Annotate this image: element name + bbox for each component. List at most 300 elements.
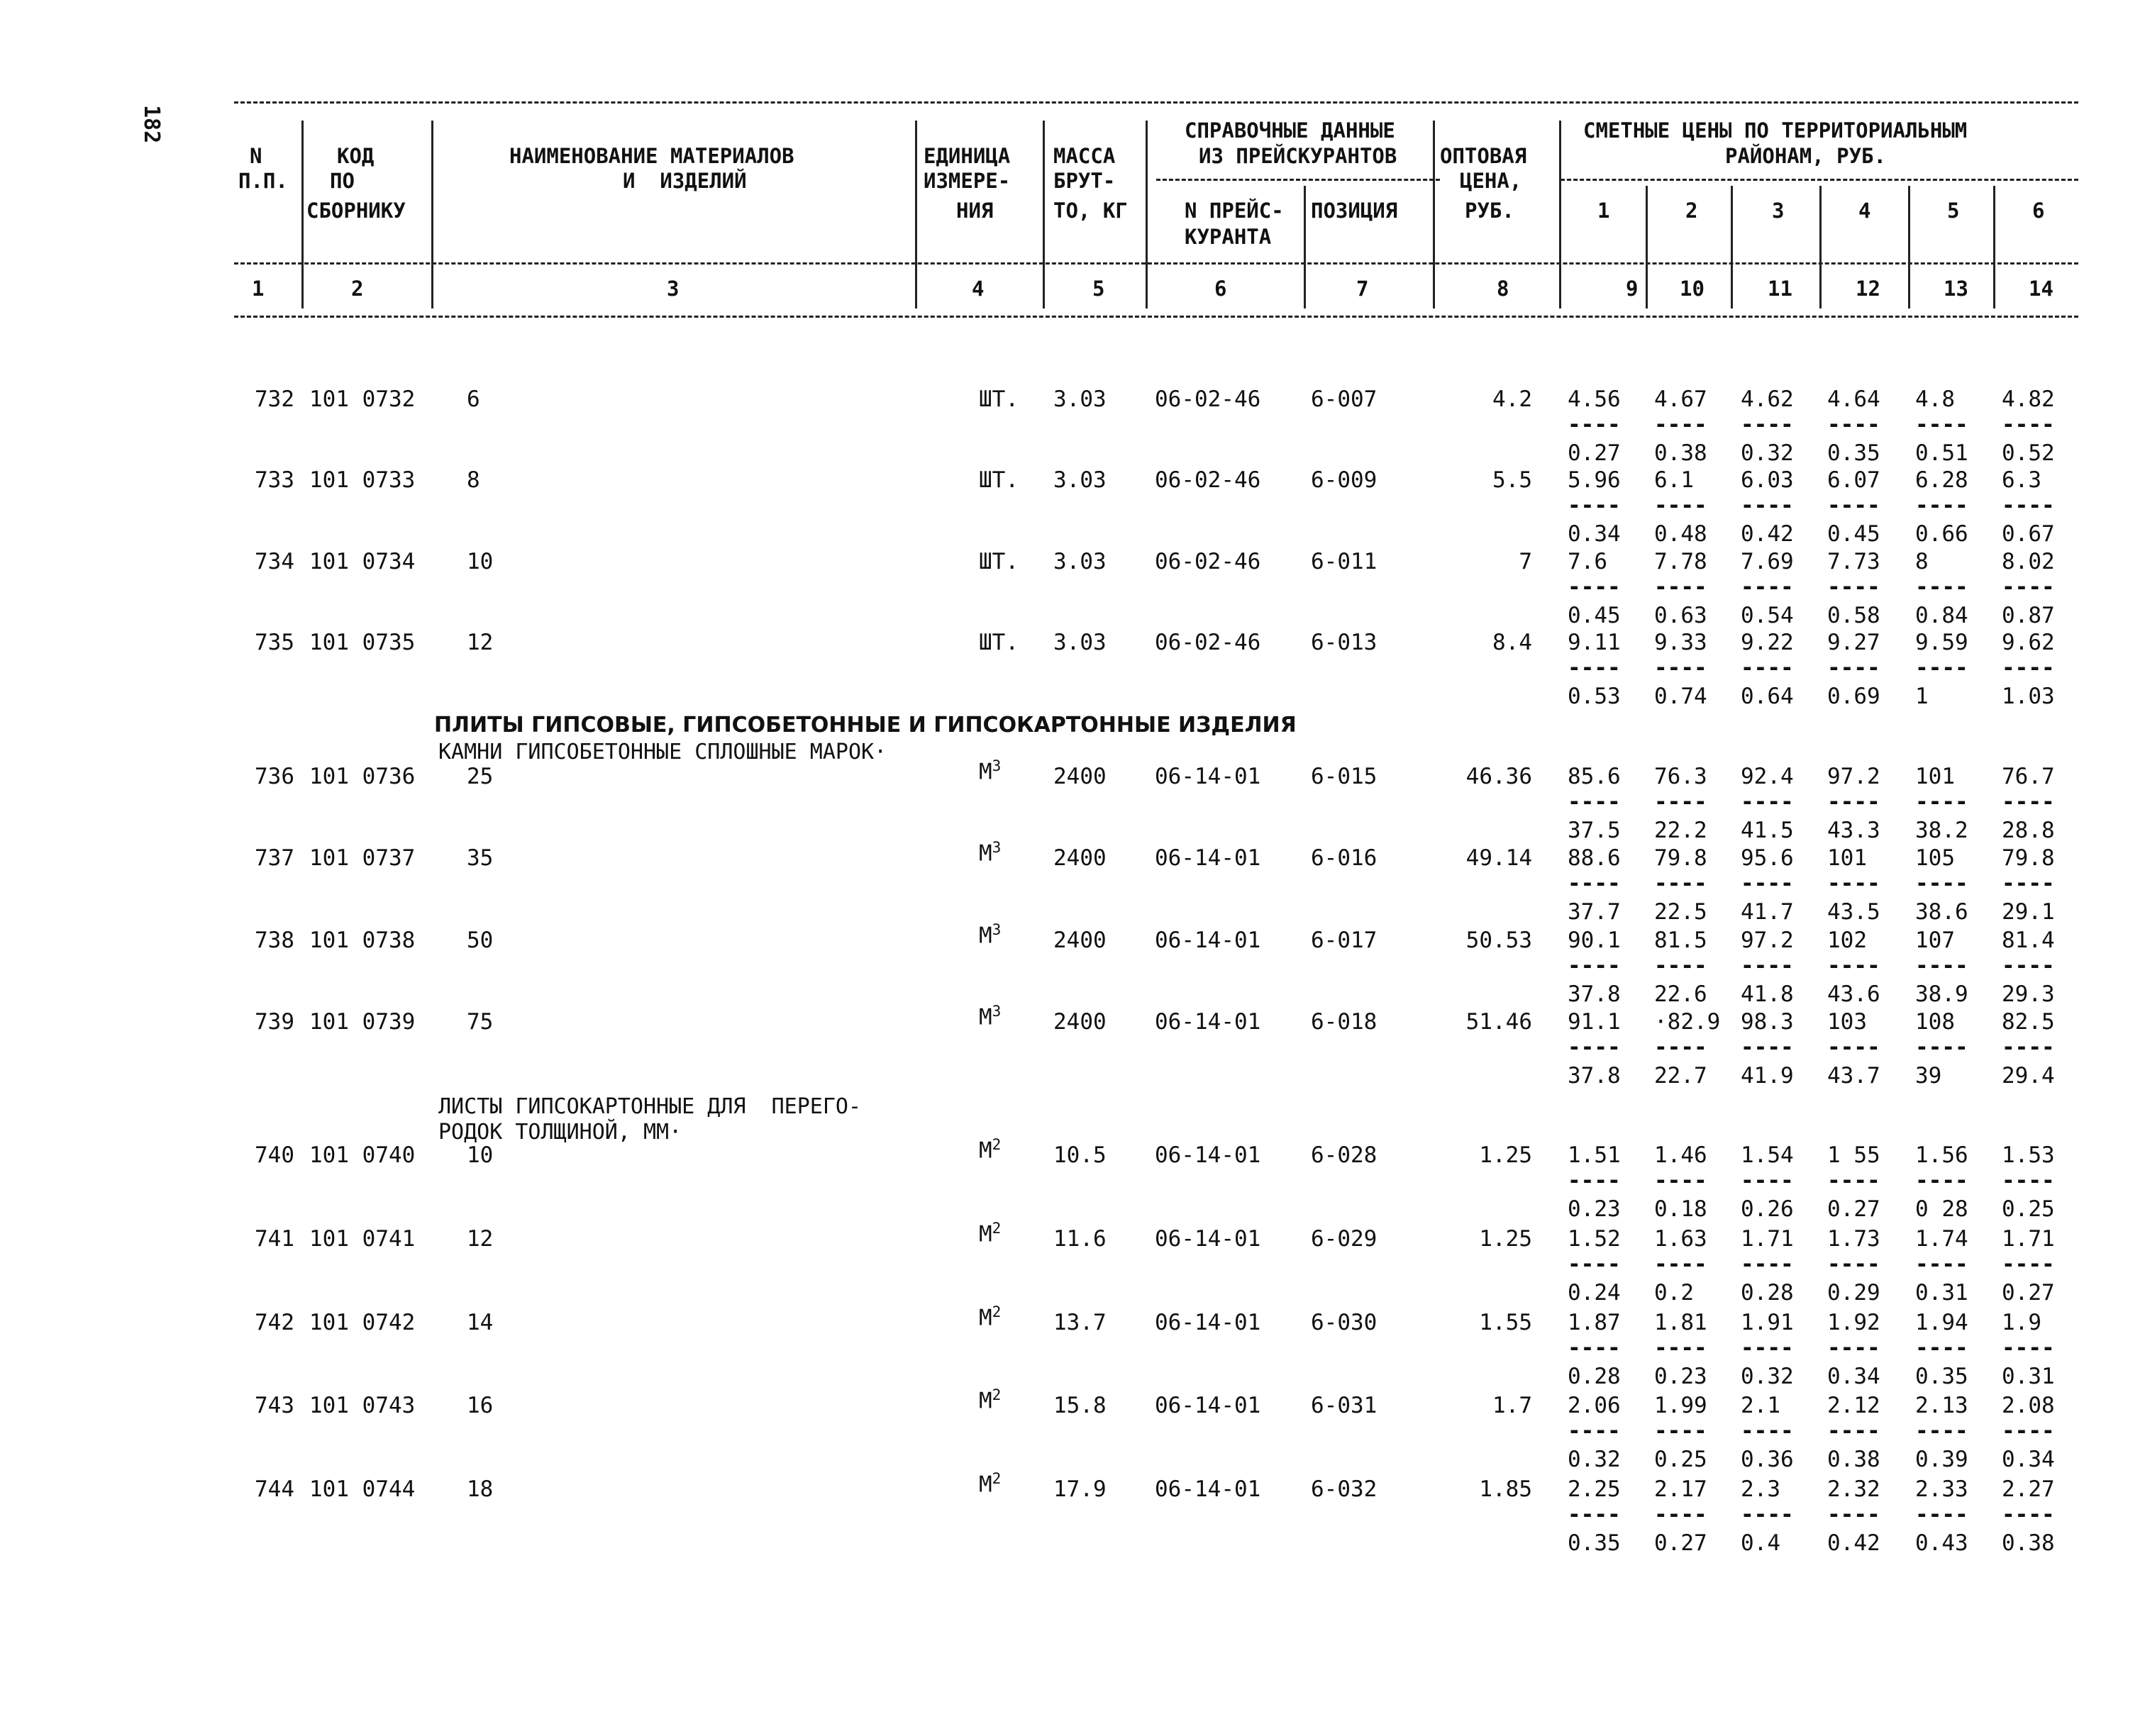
region-price-bottom: 0.38 xyxy=(1827,1447,1880,1472)
header-sep-rule xyxy=(234,262,2078,265)
fraction-bar: ---- xyxy=(1568,953,1621,979)
hdr-name-2: И ИЗДЕЛИЙ xyxy=(623,169,747,193)
unit-exponent: 3 xyxy=(992,1003,1002,1020)
region-price-bottom: 0.38 xyxy=(1654,440,1707,466)
hdr-region-6: 6 xyxy=(2032,199,2045,223)
fraction-bar: ---- xyxy=(2002,1418,2055,1444)
region-price-top: 1.56 xyxy=(1915,1142,1968,1168)
region-price-top: 82.5 xyxy=(2002,1009,2055,1035)
region-price-bottom: 0.34 xyxy=(1568,521,1621,547)
region-price-bottom: 0.34 xyxy=(1827,1364,1880,1389)
row-wholesale-price: 51.46 xyxy=(1465,1009,1532,1035)
region-price-bottom: 1 xyxy=(1915,684,1929,709)
row-wholesale-price: 4.2 xyxy=(1492,386,1532,412)
fraction-bar: ---- xyxy=(1741,1335,1794,1361)
region-price-top: 105 xyxy=(1915,845,1955,871)
row-number: 741 xyxy=(255,1226,294,1252)
region-price-bottom: 43.6 xyxy=(1827,981,1880,1007)
region-price-bottom: 0.27 xyxy=(1654,1530,1707,1556)
fraction-bar: ---- xyxy=(1654,1252,1707,1277)
hdr-pricelist-1: N ПРЕЙС- xyxy=(1185,199,1284,223)
region-price-bottom: 0.52 xyxy=(2002,440,2055,466)
colnum-10: 10 xyxy=(1680,277,1705,301)
region-price-top: 1.91 xyxy=(1741,1310,1794,1335)
region-price-top: 92.4 xyxy=(1741,764,1794,789)
row-number: 736 xyxy=(255,764,294,789)
region-price-top: 8 xyxy=(1915,549,1929,574)
row-number: 740 xyxy=(255,1142,294,1168)
fraction-bar: ---- xyxy=(1654,574,1707,600)
region-price-top: 1.94 xyxy=(1915,1310,1968,1335)
region-price-top: 4.82 xyxy=(2002,386,2055,412)
row-name: 12 xyxy=(467,630,494,655)
fraction-bar: ---- xyxy=(1915,574,1968,600)
region-price-top: 2.3 xyxy=(1741,1476,1780,1502)
fraction-bar: ---- xyxy=(1915,871,1968,896)
row-wholesale-price: 1.7 xyxy=(1492,1393,1532,1418)
row-pricelist: 06-14-01 xyxy=(1155,1226,1261,1252)
row-code: 101 0735 xyxy=(309,630,416,655)
fraction-bar: ---- xyxy=(1915,1335,1968,1361)
hdr-pricelist-2: КУРАНТА xyxy=(1185,225,1272,249)
region-price-bottom: 38.6 xyxy=(1915,899,1968,925)
row-unit: $М^3$ xyxy=(979,1003,1002,1030)
region-price-bottom: 43.7 xyxy=(1827,1063,1880,1089)
fraction-bar: ---- xyxy=(1568,871,1621,896)
row-unit: $М^3$ xyxy=(979,757,1002,785)
region-price-bottom: 43.5 xyxy=(1827,899,1880,925)
row-name: 10 xyxy=(467,1142,494,1168)
region-price-top: 79.8 xyxy=(2002,845,2055,871)
hdr-code-2: ПО xyxy=(330,169,355,193)
hdr-position: ПОЗИЦИЯ xyxy=(1311,199,1398,223)
fraction-bar: ---- xyxy=(1741,871,1794,896)
row-number: 735 xyxy=(255,630,294,655)
hdr-refs-1: СПРАВОЧНЫЕ ДАННЫЕ xyxy=(1185,118,1395,143)
fraction-bar: ---- xyxy=(1741,1035,1794,1060)
hdr-price-2: ЦЕНА, xyxy=(1460,169,1522,193)
fraction-bar: ---- xyxy=(1827,574,1880,600)
fraction-bar: ---- xyxy=(1915,1252,1968,1277)
region-price-top: 7.69 xyxy=(1741,549,1794,574)
region-price-top: 107 xyxy=(1915,928,1955,953)
fraction-bar: ---- xyxy=(1915,1168,1968,1194)
fraction-bar: ---- xyxy=(1915,953,1968,979)
region-price-bottom: 0.38 xyxy=(2002,1530,2055,1556)
fraction-bar: ---- xyxy=(1654,1502,1707,1528)
section-title: ПЛИТЫ ГИПСОВЫЕ, ГИПСОБЕТОННЫЕ И ГИПСОКАРТОННЫЕ ИЗДЕЛИЯ xyxy=(434,713,1297,738)
row-wholesale-price: 5.5 xyxy=(1492,467,1532,493)
sub-rule-regions xyxy=(1561,179,2078,181)
row-mass: 17.9 xyxy=(1053,1476,1107,1502)
region-price-top: 9.27 xyxy=(1827,630,1880,655)
region-price-top: 1.71 xyxy=(1741,1226,1794,1252)
region-price-bottom: 0.67 xyxy=(2002,521,2055,547)
region-price-top: 102 xyxy=(1827,928,1867,953)
fraction-bar: ---- xyxy=(1915,412,1968,438)
fraction-bar: ---- xyxy=(1827,655,1880,681)
region-price-bottom: 0.32 xyxy=(1741,1364,1794,1389)
region-price-bottom: 0.48 xyxy=(1654,521,1707,547)
region-price-bottom: 22.6 xyxy=(1654,981,1707,1007)
unit-exponent: 3 xyxy=(992,757,1002,774)
fraction-bar: ---- xyxy=(1568,412,1621,438)
region-price-bottom: 0.35 xyxy=(1568,1530,1621,1556)
fraction-bar: ---- xyxy=(1568,1502,1621,1528)
row-wholesale-price: 49.14 xyxy=(1465,845,1532,871)
hdr-refs-2: ИЗ ПРЕЙСКУРАНТОВ xyxy=(1199,144,1397,168)
fraction-bar: ---- xyxy=(1568,574,1621,600)
fraction-bar: ---- xyxy=(1827,412,1880,438)
unit-exponent: 2 xyxy=(992,1470,1002,1487)
region-price-top: 1.99 xyxy=(1654,1393,1707,1418)
region-price-top: 98.3 xyxy=(1741,1009,1794,1035)
region-price-bottom: 0.23 xyxy=(1654,1364,1707,1389)
row-unit: $М^3$ xyxy=(979,921,1002,949)
region-price-bottom: 22.7 xyxy=(1654,1063,1707,1089)
hdr-unit-1: ЕДИНИЦА xyxy=(924,144,1011,168)
row-unit: ШТ. xyxy=(979,467,1019,493)
region-price-bottom: 0.63 xyxy=(1654,603,1707,628)
fraction-bar: ---- xyxy=(1654,412,1707,438)
fraction-bar: ---- xyxy=(2002,1252,2055,1277)
hdr-num-1: N xyxy=(250,144,262,168)
unit-exponent: 2 xyxy=(992,1386,1002,1403)
fraction-bar: ---- xyxy=(1827,1335,1880,1361)
row-code: 101 0734 xyxy=(309,549,416,574)
row-position: 6-028 xyxy=(1311,1142,1378,1168)
row-position: 6-011 xyxy=(1311,549,1378,574)
region-price-bottom: 41.9 xyxy=(1741,1063,1794,1089)
fraction-bar: ---- xyxy=(1654,1418,1707,1444)
fraction-bar: ---- xyxy=(2002,1502,2055,1528)
region-price-top: 76.7 xyxy=(2002,764,2055,789)
hdr-regions-1: СМЕТНЫЕ ЦЕНЫ ПО ТЕРРИТОРИАЛЬНЫМ xyxy=(1583,118,1968,143)
region-price-bottom: 0.51 xyxy=(1915,440,1968,466)
fraction-bar: ---- xyxy=(1654,953,1707,979)
row-number: 737 xyxy=(255,845,294,871)
region-price-top: 1.53 xyxy=(2002,1142,2055,1168)
row-unit: $М^2$ xyxy=(979,1386,1002,1414)
section-subtitle-sheets-2: РОДОК ТОЛЩИНОЙ, ММ· xyxy=(438,1120,682,1145)
fraction-bar: ---- xyxy=(2002,1335,2055,1361)
region-price-bottom: 37.7 xyxy=(1568,899,1621,925)
region-price-bottom: 0.39 xyxy=(1915,1447,1968,1472)
region-price-bottom: 1.03 xyxy=(2002,684,2055,709)
region-price-top: 2.08 xyxy=(2002,1393,2055,1418)
row-code: 101 0737 xyxy=(309,845,416,871)
row-mass: 3.03 xyxy=(1053,467,1107,493)
region-price-top: 97.2 xyxy=(1741,928,1794,953)
region-price-top: 6.07 xyxy=(1827,467,1880,493)
region-price-bottom: 0.35 xyxy=(1827,440,1880,466)
row-mass: 3.03 xyxy=(1053,630,1107,655)
row-name: 6 xyxy=(467,386,480,412)
row-pricelist: 06-02-46 xyxy=(1155,386,1261,412)
row-mass: 11.6 xyxy=(1053,1226,1107,1252)
fraction-bar: ---- xyxy=(1827,493,1880,518)
region-price-top: 2.12 xyxy=(1827,1393,1880,1418)
region-price-top: 7.73 xyxy=(1827,549,1880,574)
row-position: 6-018 xyxy=(1311,1009,1378,1035)
fraction-bar: ---- xyxy=(1654,655,1707,681)
row-mass: 2400 xyxy=(1053,928,1107,953)
region-price-top: 9.33 xyxy=(1654,630,1707,655)
hdr-region-2: 2 xyxy=(1685,199,1698,223)
region-price-bottom: 0.29 xyxy=(1827,1280,1880,1306)
fraction-bar: ---- xyxy=(1568,655,1621,681)
row-name: 16 xyxy=(467,1393,494,1418)
region-price-top: 7.78 xyxy=(1654,549,1707,574)
unit-exponent: 2 xyxy=(992,1303,1002,1320)
region-price-bottom: 0.27 xyxy=(1827,1196,1880,1222)
row-pricelist: 06-14-01 xyxy=(1155,845,1261,871)
row-code: 101 0744 xyxy=(309,1476,416,1502)
fraction-bar: ---- xyxy=(1741,655,1794,681)
colnum-6: 6 xyxy=(1214,277,1227,301)
region-price-bottom: 38.2 xyxy=(1915,818,1968,843)
region-price-bottom: 0.35 xyxy=(1915,1364,1968,1389)
fraction-bar: ---- xyxy=(1915,493,1968,518)
fraction-bar: ---- xyxy=(1915,789,1968,815)
region-price-top: 1.87 xyxy=(1568,1310,1621,1335)
row-number: 739 xyxy=(255,1009,294,1035)
row-name: 18 xyxy=(467,1476,494,1502)
region-price-top: 2.27 xyxy=(2002,1476,2055,1502)
fraction-bar: ---- xyxy=(2002,412,2055,438)
fraction-bar: ---- xyxy=(1827,871,1880,896)
section-subtitle-stones: КАМНИ ГИПСОБЕТОННЫЕ СПЛОШНЫЕ МАРОК· xyxy=(438,740,887,764)
region-price-top: 85.6 xyxy=(1568,764,1621,789)
region-price-bottom: 37.5 xyxy=(1568,818,1621,843)
row-position: 6-029 xyxy=(1311,1226,1378,1252)
row-position: 6-015 xyxy=(1311,764,1378,789)
hdr-code-1: КОД xyxy=(337,144,375,168)
fraction-bar: ---- xyxy=(2002,1168,2055,1194)
colnum-14: 14 xyxy=(2029,277,2053,301)
row-pricelist: 06-14-01 xyxy=(1155,1142,1261,1168)
fraction-bar: ---- xyxy=(1654,493,1707,518)
hdr-num-2: П.П. xyxy=(238,169,288,193)
fraction-bar: ---- xyxy=(1654,1035,1707,1060)
row-mass: 2400 xyxy=(1053,845,1107,871)
fraction-bar: ---- xyxy=(1741,789,1794,815)
region-price-top: 2.13 xyxy=(1915,1393,1968,1418)
region-price-top: 4.62 xyxy=(1741,386,1794,412)
region-price-top: 1.54 xyxy=(1741,1142,1794,1168)
region-price-bottom: 0.28 xyxy=(1568,1364,1621,1389)
row-position: 6-032 xyxy=(1311,1476,1378,1502)
row-mass: 2400 xyxy=(1053,1009,1107,1035)
region-price-bottom: 29.4 xyxy=(2002,1063,2055,1089)
fraction-bar: ---- xyxy=(1915,1418,1968,1444)
region-price-bottom: 0.26 xyxy=(1741,1196,1794,1222)
row-unit: $М^3$ xyxy=(979,839,1002,867)
row-mass: 2400 xyxy=(1053,764,1107,789)
page-number: 182 xyxy=(139,105,164,144)
row-position: 6-013 xyxy=(1311,630,1378,655)
region-price-top: 1.81 xyxy=(1654,1310,1707,1335)
row-unit: ШТ. xyxy=(979,630,1019,655)
row-wholesale-price: 1.85 xyxy=(1479,1476,1532,1502)
region-price-bottom: 0.24 xyxy=(1568,1280,1621,1306)
fraction-bar: ---- xyxy=(1741,493,1794,518)
row-number: 733 xyxy=(255,467,294,493)
fraction-bar: ---- xyxy=(1741,1502,1794,1528)
row-number: 744 xyxy=(255,1476,294,1502)
row-pricelist: 06-14-01 xyxy=(1155,1393,1261,1418)
row-name: 12 xyxy=(467,1226,494,1252)
row-number: 738 xyxy=(255,928,294,953)
fraction-bar: ---- xyxy=(1827,1252,1880,1277)
region-price-top: 2.32 xyxy=(1827,1476,1880,1502)
region-price-top: 101 xyxy=(1915,764,1955,789)
region-price-bottom: 0.23 xyxy=(1568,1196,1621,1222)
region-price-bottom: 41.5 xyxy=(1741,818,1794,843)
region-price-bottom: 43.3 xyxy=(1827,818,1880,843)
colnum-3: 3 xyxy=(667,277,680,301)
region-price-top: 9.22 xyxy=(1741,630,1794,655)
row-wholesale-price: 50.53 xyxy=(1465,928,1532,953)
region-price-bottom: 0.69 xyxy=(1827,684,1880,709)
region-price-bottom: 0.36 xyxy=(1741,1447,1794,1472)
row-code: 101 0741 xyxy=(309,1226,416,1252)
fraction-bar: ---- xyxy=(1568,1168,1621,1194)
row-wholesale-price: 1.25 xyxy=(1479,1142,1532,1168)
row-pricelist: 06-14-01 xyxy=(1155,1310,1261,1335)
colnum-12: 12 xyxy=(1856,277,1880,301)
region-price-bottom: 0.27 xyxy=(2002,1280,2055,1306)
row-wholesale-price: 1.55 xyxy=(1479,1310,1532,1335)
row-pricelist: 06-14-01 xyxy=(1155,764,1261,789)
fraction-bar: ---- xyxy=(1915,1502,1968,1528)
region-price-bottom: 38.9 xyxy=(1915,981,1968,1007)
row-name: 25 xyxy=(467,764,494,789)
region-price-top: 88.6 xyxy=(1568,845,1621,871)
header-top-rule xyxy=(234,101,2078,104)
region-price-top: 1 55 xyxy=(1827,1142,1880,1168)
fraction-bar: ---- xyxy=(1741,953,1794,979)
fraction-bar: ---- xyxy=(1741,412,1794,438)
row-mass: 3.03 xyxy=(1053,549,1107,574)
fraction-bar: ---- xyxy=(1654,1335,1707,1361)
row-unit: ШТ. xyxy=(979,549,1019,574)
row-pricelist: 06-02-46 xyxy=(1155,549,1261,574)
fraction-bar: ---- xyxy=(1741,574,1794,600)
fraction-bar: ---- xyxy=(2002,493,2055,518)
unit-exponent: 3 xyxy=(992,839,1002,856)
region-price-bottom: 29.1 xyxy=(2002,899,2055,925)
region-price-top: 97.2 xyxy=(1827,764,1880,789)
row-name: 35 xyxy=(467,845,494,871)
row-pricelist: 06-14-01 xyxy=(1155,1476,1261,1502)
row-unit: ШТ. xyxy=(979,386,1019,412)
row-pricelist: 06-14-01 xyxy=(1155,928,1261,953)
region-price-top: 6.03 xyxy=(1741,467,1794,493)
region-price-bottom: 0.45 xyxy=(1568,603,1621,628)
hdr-mass-3: ТО, КГ xyxy=(1053,199,1128,223)
unit-exponent: 2 xyxy=(992,1136,1002,1153)
unit-exponent: 3 xyxy=(992,921,1002,938)
row-code: 101 0739 xyxy=(309,1009,416,1035)
region-price-top: 9.59 xyxy=(1915,630,1968,655)
region-price-top: 90.1 xyxy=(1568,928,1621,953)
row-pricelist: 06-14-01 xyxy=(1155,1009,1261,1035)
region-price-bottom: 0.2 xyxy=(1654,1280,1694,1306)
fraction-bar: ---- xyxy=(2002,1035,2055,1060)
fraction-bar: ---- xyxy=(1827,1168,1880,1194)
region-price-bottom: 0.84 xyxy=(1915,603,1968,628)
hdr-price-1: ОПТОВАЯ xyxy=(1440,144,1527,168)
region-price-bottom: 0.43 xyxy=(1915,1530,1968,1556)
region-price-top: 2.1 xyxy=(1741,1393,1780,1418)
region-price-bottom: 0.25 xyxy=(2002,1196,2055,1222)
fraction-bar: ---- xyxy=(1568,789,1621,815)
region-price-bottom: 0.31 xyxy=(1915,1280,1968,1306)
region-price-bottom: 29.3 xyxy=(2002,981,2055,1007)
region-price-top: 2.33 xyxy=(1915,1476,1968,1502)
row-number: 732 xyxy=(255,386,294,412)
fraction-bar: ---- xyxy=(1915,655,1968,681)
row-name: 8 xyxy=(467,467,480,493)
fraction-bar: ---- xyxy=(1654,789,1707,815)
hdr-mass-1: МАССА xyxy=(1053,144,1116,168)
row-name: 75 xyxy=(467,1009,494,1035)
colnum-9: 9 xyxy=(1626,277,1639,301)
hdr-code-3: СБОРНИКУ xyxy=(306,199,406,223)
region-price-top: 1.92 xyxy=(1827,1310,1880,1335)
hdr-region-1: 1 xyxy=(1597,199,1610,223)
region-price-top: 6.3 xyxy=(2002,467,2041,493)
row-mass: 13.7 xyxy=(1053,1310,1107,1335)
fraction-bar: ---- xyxy=(1568,1035,1621,1060)
header-bottom-rule xyxy=(234,316,2078,318)
row-unit: $М^2$ xyxy=(979,1303,1002,1331)
row-mass: 3.03 xyxy=(1053,386,1107,412)
row-number: 743 xyxy=(255,1393,294,1418)
hdr-region-4: 4 xyxy=(1858,199,1871,223)
region-price-bottom: 41.7 xyxy=(1741,899,1794,925)
hdr-price-3: РУБ. xyxy=(1465,199,1514,223)
colnum-1: 1 xyxy=(252,277,265,301)
region-price-top: 103 xyxy=(1827,1009,1867,1035)
fraction-bar: ---- xyxy=(1654,871,1707,896)
hdr-region-5: 5 xyxy=(1947,199,1960,223)
region-price-top: 4.56 xyxy=(1568,386,1621,412)
region-price-top: 1.46 xyxy=(1654,1142,1707,1168)
row-unit: $М^2$ xyxy=(979,1136,1002,1164)
row-pricelist: 06-02-46 xyxy=(1155,630,1261,655)
region-price-bottom: 41.8 xyxy=(1741,981,1794,1007)
fraction-bar: ---- xyxy=(1568,493,1621,518)
fraction-bar: ---- xyxy=(1741,1168,1794,1194)
region-price-bottom: 0.64 xyxy=(1741,684,1794,709)
row-position: 6-016 xyxy=(1311,845,1378,871)
row-wholesale-price: 8.4 xyxy=(1492,630,1532,655)
region-price-top: 76.3 xyxy=(1654,764,1707,789)
fraction-bar: ---- xyxy=(2002,953,2055,979)
row-wholesale-price: 1.25 xyxy=(1479,1226,1532,1252)
row-position: 6-030 xyxy=(1311,1310,1378,1335)
sub-rule-refs xyxy=(1156,179,1440,181)
region-price-bottom: 0.42 xyxy=(1827,1530,1880,1556)
region-price-top: 91.1 xyxy=(1568,1009,1621,1035)
region-price-top: 81.5 xyxy=(1654,928,1707,953)
region-price-bottom: 0.58 xyxy=(1827,603,1880,628)
region-price-top: 1.52 xyxy=(1568,1226,1621,1252)
region-price-top: 4.64 xyxy=(1827,386,1880,412)
colnum-2: 2 xyxy=(351,277,364,301)
